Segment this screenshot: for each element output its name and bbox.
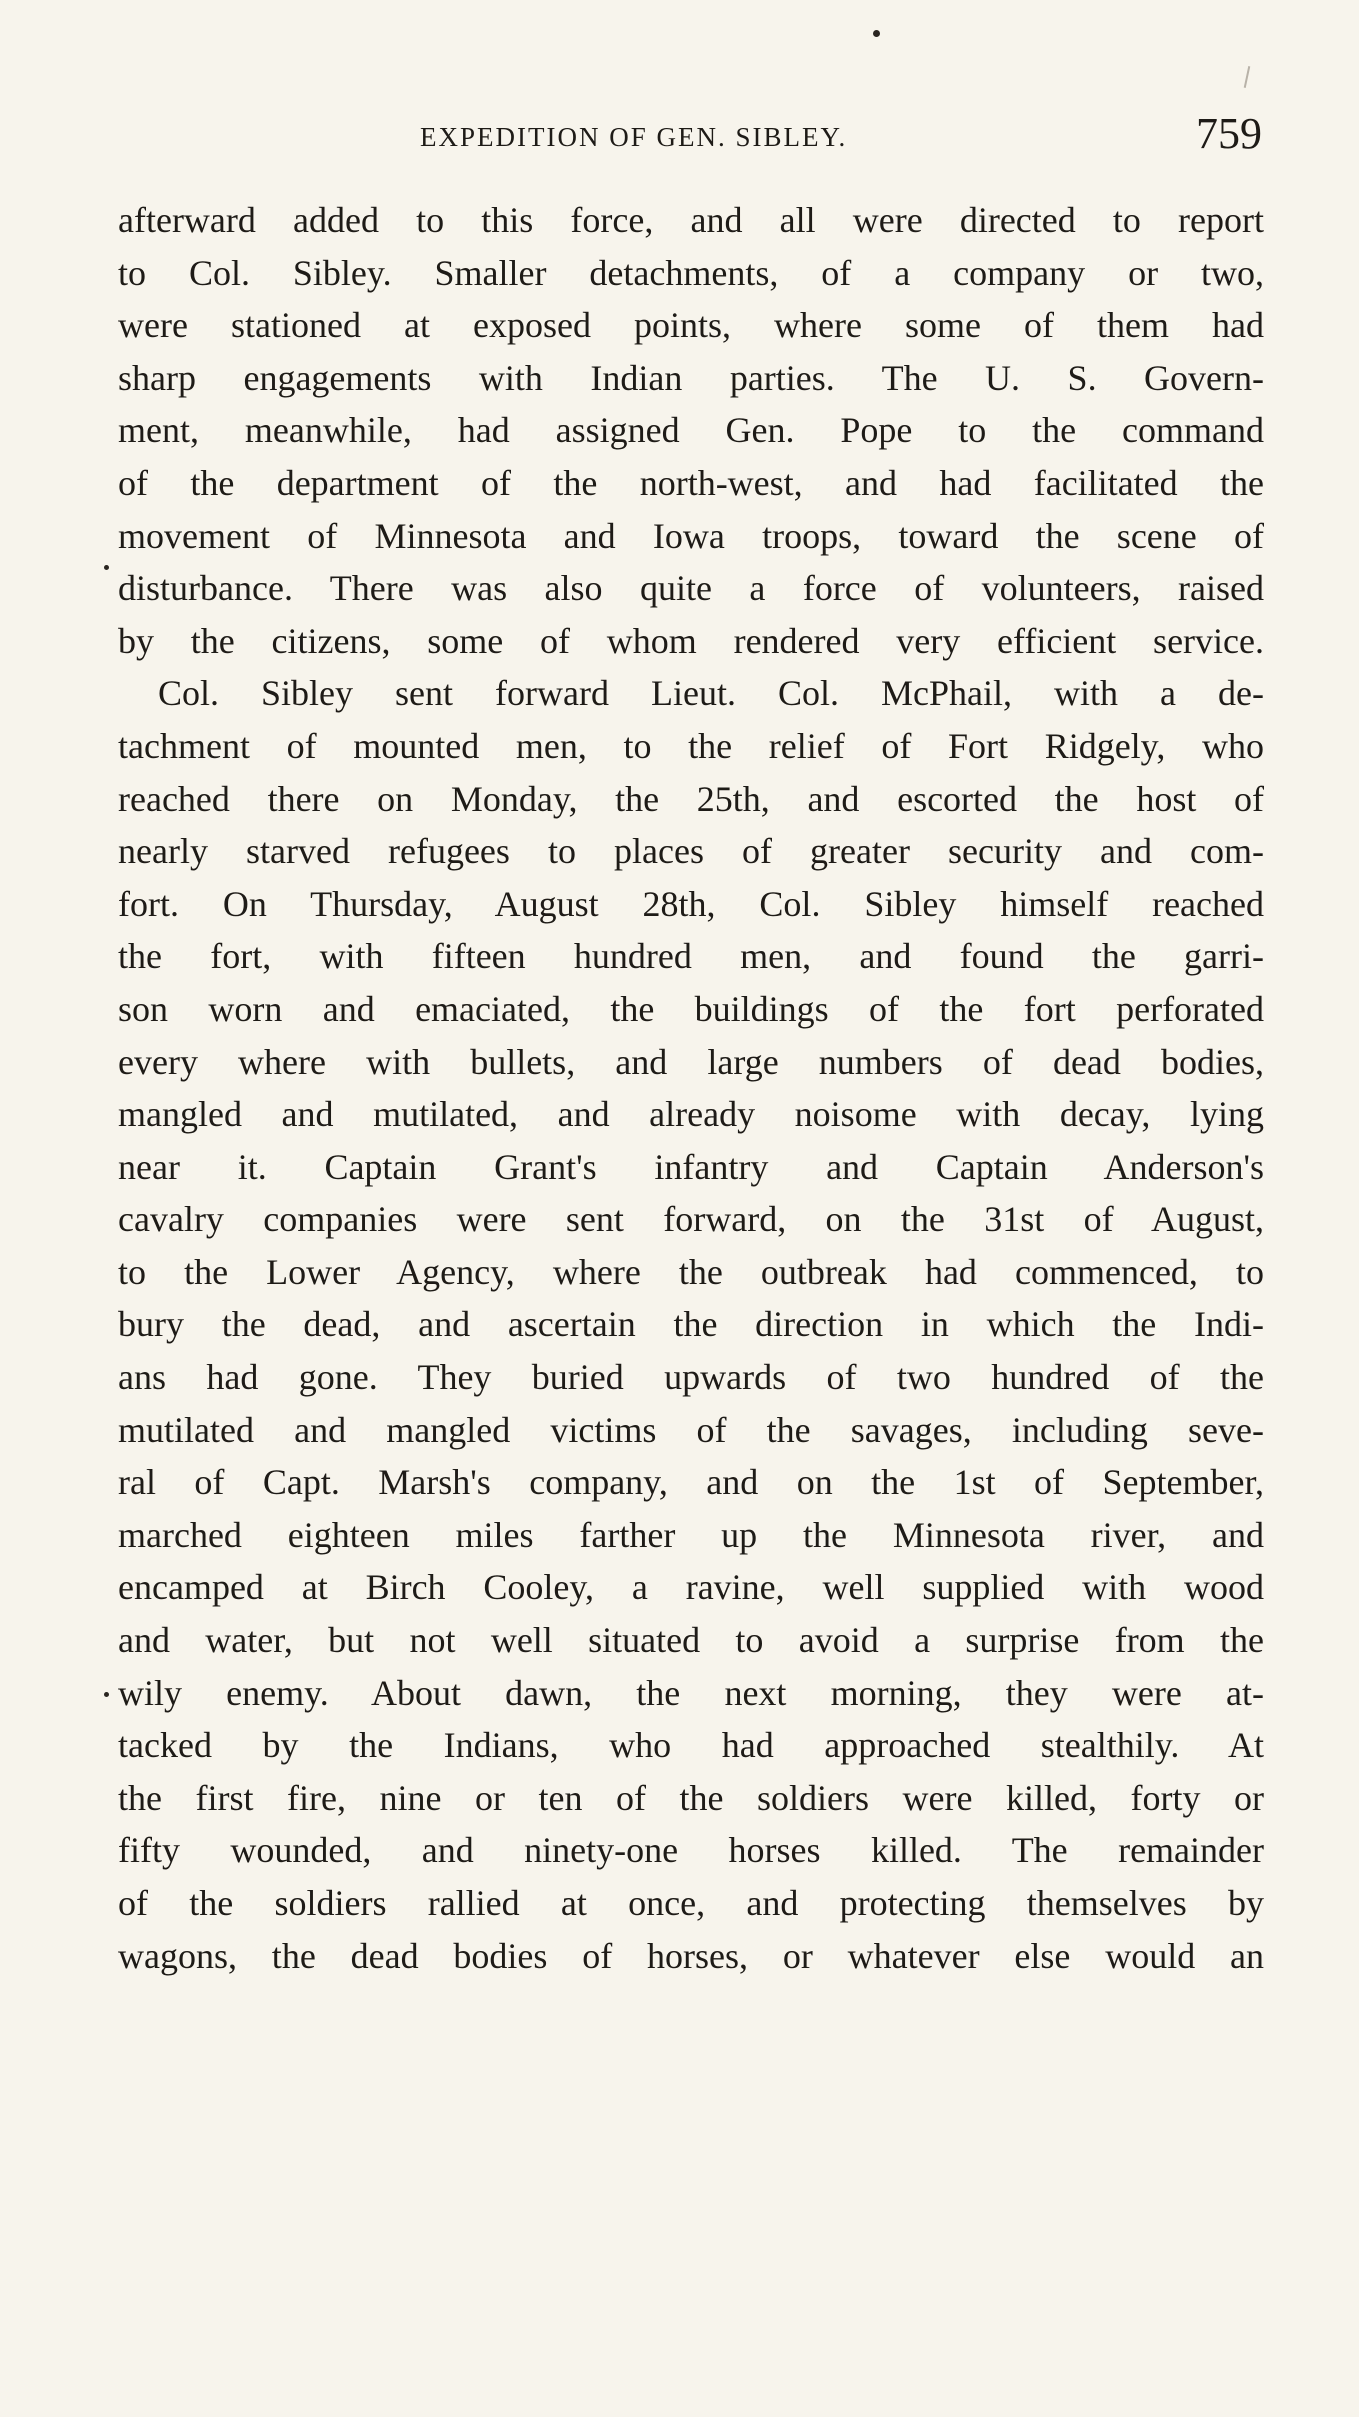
text-line: mutilated and mangled victims of the savages, including seve-	[118, 1409, 1264, 1450]
text-line: to the Lower Agency, where the outbreak had commenced, to	[118, 1251, 1264, 1292]
text-line: of the soldiers rallied at once, and protecting themselves by	[118, 1883, 1264, 1923]
text-line: nearly starved refugees to places of greater security and com-	[118, 831, 1264, 872]
margin-tick-mark	[1244, 66, 1251, 88]
body-text	[118, 194, 1264, 1982]
text-line: bury the dead, and ascertain the direction in which the Indi-	[118, 1304, 1264, 1345]
text-line: movement of Minnesota and Iowa troops, toward the scene of	[118, 515, 1264, 556]
text-line: tachment of mounted men, to the relief of Fort Ridgely, who	[118, 725, 1264, 766]
text-line: wagons, the dead bodies of horses, or whatever else would an	[118, 1935, 1264, 1976]
text-line: mangled and mutilated, and already noisome with decay, lying	[118, 1094, 1264, 1135]
text-line: and water, but not well situated to avoid a surprise from the	[118, 1620, 1264, 1661]
text-line: fifty wounded, and ninety-one horses killed. The remainder	[118, 1830, 1264, 1871]
text-line: ral of Capt. Marsh's company, and on the 1st of September,	[118, 1462, 1264, 1503]
text-line: son worn and emaciated, the buildings of the fort perforated	[118, 988, 1264, 1029]
text-line: were stationed at exposed points, where some of them had	[118, 305, 1264, 346]
text-line: Col. Sibley sent forward Lieut. Col. McPhail, with a de-	[158, 673, 1264, 714]
ink-dot-mark	[873, 30, 880, 37]
text-line: fort. On Thursday, August 28th, Col. Sibley himself reached	[118, 883, 1264, 924]
text-line: to Col. Sibley. Smaller detachments, of a company or two,	[118, 252, 1264, 293]
text-line: ment, meanwhile, had assigned Gen. Pope to the command	[118, 410, 1264, 451]
text-line: the fort, with fifteen hundred men, and found the garri-	[118, 936, 1264, 977]
text-line: wily enemy. About dawn, the next morning, they were at-	[118, 1672, 1264, 1713]
text-line: tacked by the Indians, who had approached stealthily. At	[118, 1725, 1264, 1766]
text-line: sharp engagements with Indian parties. The U. S. Govern-	[118, 357, 1264, 398]
margin-dot-mark	[104, 1692, 109, 1697]
text-line: by the citizens, some of whom rendered very efficient service.	[118, 620, 1264, 661]
text-line: cavalry companies were sent forward, on the 31st of August,	[118, 1199, 1264, 1240]
page-number: 759	[1196, 109, 1262, 158]
text-line: disturbance. There was also quite a force of volunteers, raised	[118, 568, 1264, 609]
page-header	[120, 108, 1262, 168]
text-line: the first fire, nine or ten of the soldiers were killed, forty or	[118, 1777, 1264, 1818]
text-line: ans had gone. They buried upwards of two hundred of the	[118, 1357, 1264, 1398]
text-line: reached there on Monday, the 25th, and escorted the host of	[118, 778, 1264, 819]
text-line: marched eighteen miles farther up the Minnesota river, and	[118, 1514, 1264, 1555]
text-line: of the department of the north-west, and had facilitated the	[118, 462, 1264, 503]
margin-dot-mark	[104, 565, 109, 570]
running-head: EXPEDITION OF GEN. SIBLEY.	[420, 122, 848, 152]
text-line: afterward added to this force, and all were directed to report	[118, 200, 1264, 240]
text-line: encamped at Birch Cooley, a ravine, well supplied with wood	[118, 1567, 1264, 1608]
text-line: every where with bullets, and large numbers of dead bodies,	[118, 1041, 1264, 1082]
text-line: near it. Captain Grant's infantry and Captain Anderson's	[118, 1146, 1264, 1187]
